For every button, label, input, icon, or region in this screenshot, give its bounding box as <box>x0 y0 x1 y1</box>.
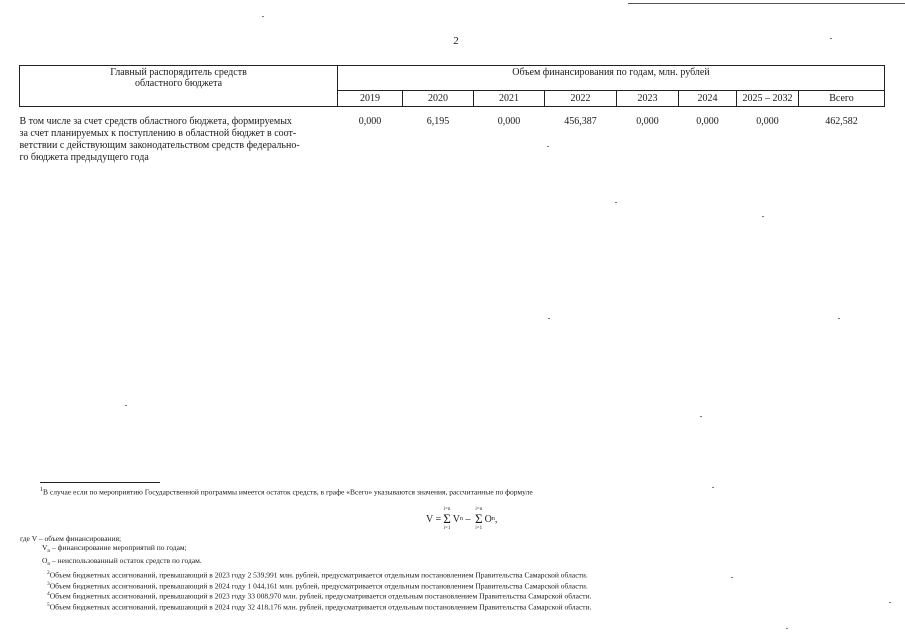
footnote-marker: 2 <box>47 570 50 576</box>
header-main-distributor <box>20 66 338 107</box>
vn-text: – финансирование мероприятий по годам; <box>50 543 187 552</box>
footnote-1 <box>40 487 533 497</box>
scan-speck <box>615 202 617 203</box>
header-total: Всего <box>799 91 885 107</box>
cell-2023: 0,000 <box>636 116 659 127</box>
footnote-marker: 5 <box>47 601 50 608</box>
footnote-marker: 1 <box>40 487 43 493</box>
row-label <box>20 107 338 165</box>
scan-speck <box>548 318 550 319</box>
formula-term-o-sub: n <box>491 516 495 522</box>
cell-2020: 6,195 <box>426 116 450 127</box>
vn-symbol: V <box>42 543 48 552</box>
footnote-5 <box>20 601 591 612</box>
formula-tail: , <box>494 513 498 525</box>
on-symbol: O <box>42 556 48 565</box>
cell-2019: 0,000 <box>358 116 382 127</box>
on-text: – неиспользованный остаток средств по годам. <box>50 556 202 565</box>
header-year-2023: 2023 <box>617 91 679 107</box>
sum-lower-limit: i=1 <box>443 526 451 531</box>
definition-v: где V – объем финансирования; <box>20 534 122 543</box>
scan-speck <box>762 216 764 217</box>
vn-sub: n <box>47 548 51 554</box>
formula-lhs: V = <box>426 513 442 525</box>
sigma-symbol: Σ <box>443 511 451 526</box>
scan-speck <box>731 577 733 578</box>
scan-speck <box>700 416 702 417</box>
footnote-separator <box>40 482 160 483</box>
sum-operator <box>475 506 483 532</box>
footnote-text: Объем бюджетных ассигнований, превышающий в 2023 году 2 539,991 млн. рублей, предусматривается отдельным постановлением Правительства Самарской области. <box>49 570 588 580</box>
header-year-2024: 2024 <box>679 91 737 107</box>
definition-vn <box>20 543 591 556</box>
row-label-line: за счет планируемых к поступлению в областной бюджет в соот- <box>19 128 297 139</box>
sum-lower-limit: i=1 <box>475 526 483 531</box>
header-year-2020: 2020 <box>403 91 474 107</box>
table-row <box>20 107 885 165</box>
header-year-2019: 2019 <box>338 91 403 107</box>
scan-speck <box>830 38 832 39</box>
footnote-2 <box>20 569 591 580</box>
formula-minus: – <box>463 513 473 525</box>
footnote-text: Объем бюджетных ассигнований, превышающий в 2024 году 32 418,176 млн. рублей, предусматривается отдельным постановлением Правительства Самарской области. <box>49 602 592 611</box>
cell-2024: 0,000 <box>696 116 719 127</box>
footnote-text: В случае если по мероприятию Государственной программы имеется остаток средств, в графе «Всего» указываются значения, рассчитанные по формуле <box>43 487 533 497</box>
page-number: 2 <box>453 35 459 47</box>
scan-speck <box>125 405 127 406</box>
formula-term-v-sub: n <box>460 516 463 522</box>
header-main-line: областного бюджета <box>134 78 223 89</box>
footnote-3 <box>20 580 591 591</box>
budget-table <box>19 65 885 164</box>
scan-speck <box>547 146 549 147</box>
footnote-4 <box>20 590 591 601</box>
header-years-2025-2032: 2025 – 2032 <box>737 91 799 107</box>
definition-on <box>20 556 591 569</box>
scan-speck <box>262 16 264 17</box>
scan-speck <box>838 318 840 319</box>
total-formula <box>426 506 497 532</box>
footnote-marker: 3 <box>47 580 50 587</box>
scan-speck <box>889 602 891 603</box>
header-year-2021: 2021 <box>474 91 545 107</box>
header-year-2022: 2022 <box>545 91 617 107</box>
sum-operator <box>443 506 451 532</box>
cell-2021: 0,000 <box>497 116 521 127</box>
row-label-line: ветствии с действующим законодательством средств федерально- <box>19 140 300 151</box>
cell-2022: 456,387 <box>564 116 597 127</box>
footnote-text: Объем бюджетных ассигнований, превышающий в 2023 году 33 008,970 млн. рублей, предусматривается отдельным постановлением Правительства Самарской области. <box>49 591 592 601</box>
formula-term-v: V <box>452 513 460 525</box>
scan-speck <box>712 487 714 488</box>
sigma-symbol: Σ <box>475 511 483 526</box>
top-edge-line <box>628 3 905 4</box>
sum-upper-limit: i=n <box>475 507 483 512</box>
formula-term-o: O <box>484 513 492 525</box>
scan-speck <box>786 628 788 629</box>
row-label-line: В том числе за счет средств областного бюджета, формируемых <box>19 116 292 127</box>
footnote-text: Объем бюджетных ассигнований, превышающий в 2024 году 1 044,161 млн. рублей, предусматривается отдельным постановлением Правительства Самарской области. <box>49 581 588 590</box>
on-sub: n <box>47 561 51 567</box>
definitions-and-notes <box>20 534 591 611</box>
footnote-marker: 4 <box>47 591 50 597</box>
row-label-line: го бюджета предыдущего года <box>19 152 149 163</box>
cell-total: 462,582 <box>825 116 858 127</box>
cell-2025-2032: 0,000 <box>756 116 779 127</box>
sum-upper-limit: i=n <box>443 507 451 512</box>
header-main-line: Главный распорядитель средств <box>110 67 247 78</box>
header-financing-by-year: Объем финансирования по годам, млн. рублей <box>338 66 885 91</box>
